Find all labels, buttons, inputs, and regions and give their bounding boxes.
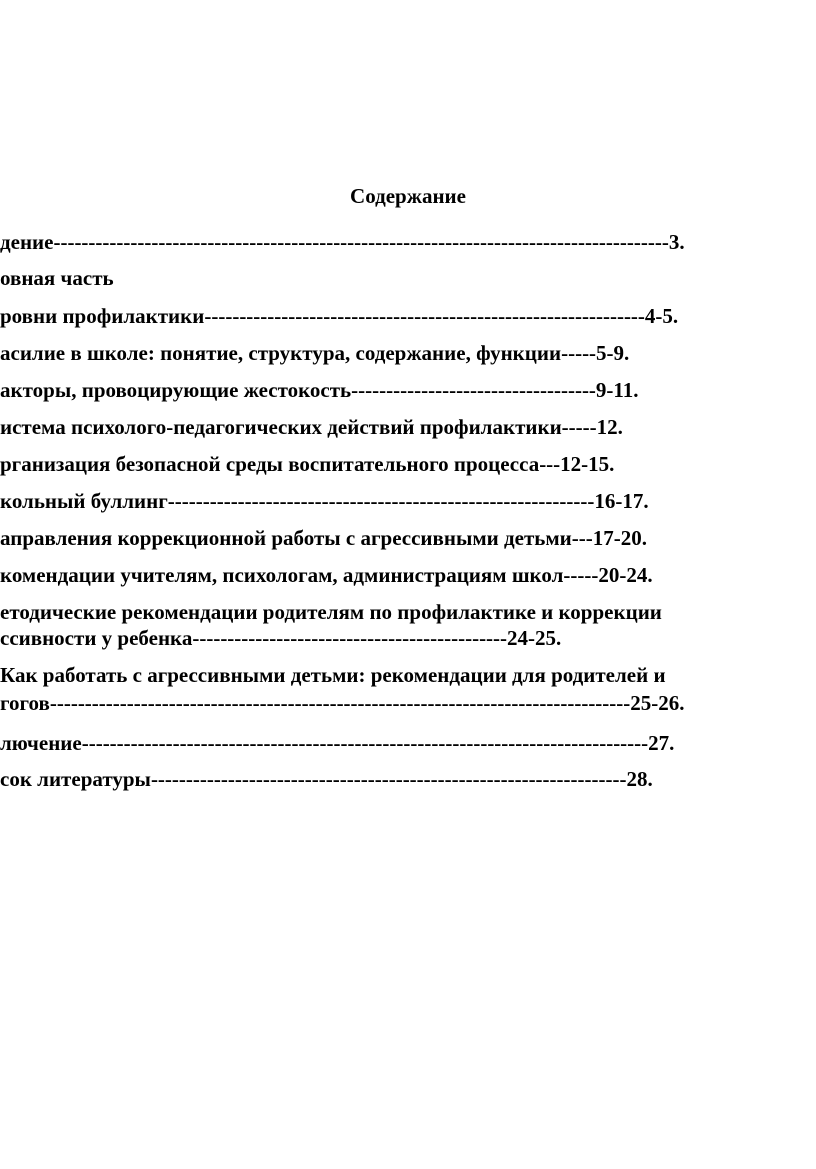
- toc-entry-aggressive-children-line2: гогов-----------------------------------------------------------------------------------25-26.: [0, 691, 685, 715]
- page-title: Содержание: [350, 184, 466, 208]
- toc-entry-introduction: дение----------------------------------------------------------------------------------------3.: [0, 230, 685, 254]
- toc-entry-correction-work: аправления коррекционной работы с агрессивными детьми---17-20.: [0, 526, 648, 550]
- toc-entry-conclusion: лючение---------------------------------------------------------------------------------27.: [0, 731, 675, 755]
- toc-entry-prevention-levels: ровни профилактики---------------------------------------------------------------4-5.: [0, 304, 679, 328]
- toc-entry-bibliography: сок литературы--------------------------------------------------------------------28.: [0, 767, 653, 791]
- toc-entry-safe-environment: рганизация безопасной среды воспитательного процесса---12-15.: [0, 452, 615, 476]
- toc-entry-school-bullying: кольный буллинг-------------------------------------------------------------16-17.: [0, 489, 649, 513]
- toc-entry-aggressive-children-line1: Как работать с агрессивными детьми: рекомендации для родителей и: [0, 663, 666, 687]
- toc-entry-violence-in-school: асилие в школе: понятие, структура, содержание, функции-----5-9.: [0, 341, 630, 365]
- toc-entry-parent-recommendations-line1: етодические рекомендации родителям по профилактике и коррекции: [0, 600, 662, 624]
- toc-entry-parent-recommendations-line2: ссивности у ребенка---------------------------------------------24-25.: [0, 626, 562, 650]
- toc-entry-recommendations-teachers: комендации учителям, психологам, администрациям школ-----20-24.: [0, 563, 653, 587]
- toc-entry-main-part: овная часть: [0, 266, 114, 290]
- toc-entry-cruelty-factors: акторы, провоцирующие жестокость-----------------------------------9-11.: [0, 378, 639, 402]
- toc-entry-prevention-system: истема психолого-педагогических действий профилактики-----12.: [0, 415, 623, 439]
